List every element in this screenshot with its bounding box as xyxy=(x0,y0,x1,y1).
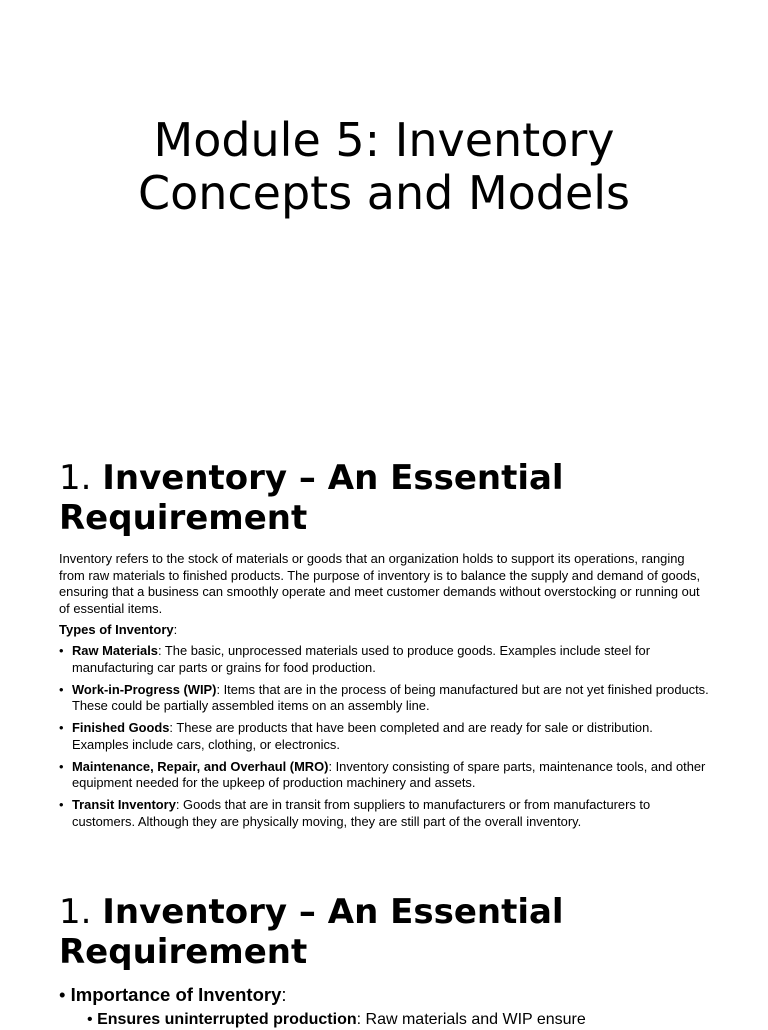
item-desc: : These are products that have been completed and are ready for sale or distribution. Examples include cars, clothing, or electronics. xyxy=(72,720,653,752)
importance-label xyxy=(59,983,287,1007)
types-label-text: Types of Inventory xyxy=(59,622,174,637)
item-desc: : The basic, unprocessed materials used to produce goods. Examples include steel for manufacturing car parts or grains for food production. xyxy=(72,643,651,675)
bullet-icon: • xyxy=(59,797,64,812)
list-item xyxy=(59,682,709,715)
item-desc: : Goods that are in transit from suppliers to manufacturers or from manufacturers to customers. Although they are physically moving, they are still part of the overall inventory. xyxy=(72,797,651,829)
section-title: Inventory – An Essential Requirement xyxy=(59,458,564,538)
bullet-icon: • xyxy=(87,1011,93,1028)
list-item xyxy=(59,797,709,830)
bullet-icon: • xyxy=(59,984,66,1005)
intro-paragraph: Inventory refers to the stock of materials or goods that an organization holds to support its operations, ranging from raw materials to finished products. The purpose of inventory is to balance the supply and demand of goods, ensuring that a business can smoothly operate and meet customer demands without overstocking or running out of essential items. xyxy=(59,551,701,616)
sub-item-term: Ensures uninterrupted production xyxy=(97,1011,357,1028)
types-label-colon: : xyxy=(173,622,178,637)
importance-label-text: Importance of Inventory xyxy=(70,984,282,1005)
title-line-2: Concepts and Models xyxy=(137,166,631,220)
section-heading xyxy=(59,458,739,538)
item-desc: : Items that are in the process of being manufactured but are not yet finished products. These could be partially assembled items on an assembly line. xyxy=(72,681,709,713)
item-term: Finished Goods xyxy=(72,720,170,735)
sub-item-desc: : Raw materials and WIP ensure xyxy=(356,1011,586,1028)
bullet-icon: • xyxy=(59,643,64,658)
importance-sub-item xyxy=(87,1010,747,1030)
item-desc: : Inventory consisting of spare parts, maintenance tools, and other equipment needed for the upkeep of production machinery and assets. xyxy=(72,758,706,790)
importance-label-colon: : xyxy=(281,984,287,1005)
list-item xyxy=(59,643,709,676)
item-term: Work-in-Progress (WIP) xyxy=(72,681,217,697)
item-term: Raw Materials xyxy=(72,643,158,658)
list-item xyxy=(59,720,709,753)
section-number: 1. xyxy=(59,458,92,498)
bullet-icon: • xyxy=(59,681,64,697)
item-term: Transit Inventory xyxy=(72,797,176,812)
types-label xyxy=(59,622,177,638)
page-title xyxy=(0,114,768,220)
section-title: Inventory – An Essential Requirement xyxy=(59,892,564,972)
title-line-1: Module 5: Inventory xyxy=(153,113,615,167)
bullet-icon: • xyxy=(59,720,64,735)
types-list xyxy=(59,643,709,836)
list-item xyxy=(59,759,709,792)
bullet-icon: • xyxy=(59,758,64,774)
item-term: Maintenance, Repair, and Overhaul (MRO) xyxy=(72,758,329,774)
section-number: 1. xyxy=(59,892,92,932)
section-heading xyxy=(59,892,739,972)
